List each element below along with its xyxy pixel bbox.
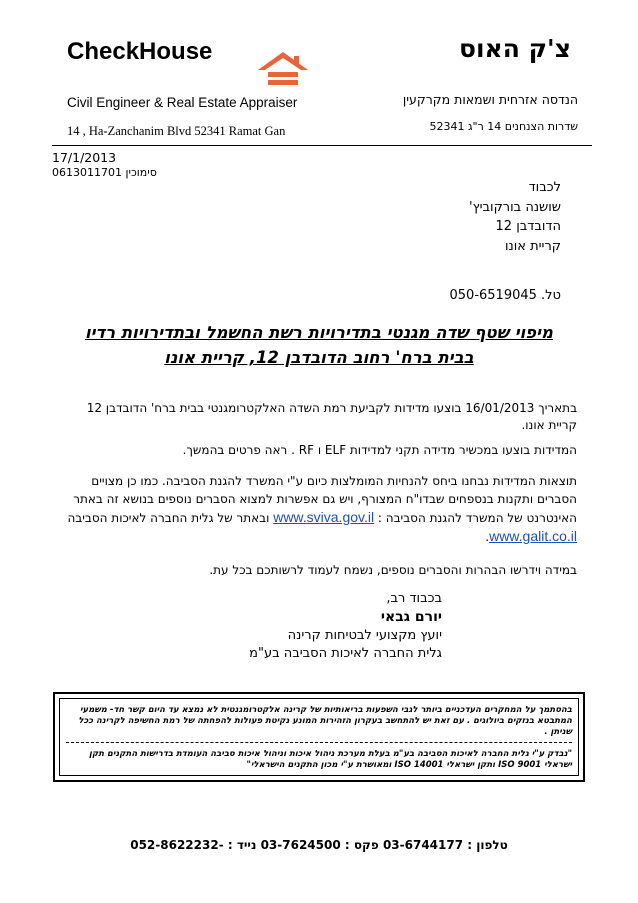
paragraph-3: תוצאות המדידות נבחנו ביחס להנחיות המומלצות כיום ע"י המשרד להגנת הסביבה. כמו כן מצויים הסברים ותקנות בנספחים שבדו"ח המצורף, ויש גם אפשרות למצוא הסברים נוספים בנושא זה באתר האינטרנט של המשרד להגנת הסביבה : www.sviva.gov.il ובאתר של גלית החברה לאיכות הסביבה www.galit.co.il. <box>67 474 577 544</box>
title-line-1: מיפוי שטף שדה מגנטי בתדירויות רשת החשמל ובתדירויות רדיו <box>85 323 553 342</box>
title-line-2: בבית ברח' רחוב הדובדבן 12, קריית אונו <box>164 348 474 367</box>
paragraph-2: המדידות בוצעו במכשיר מדידה תקני למדידות ELF ו RF . ראה פרטים בהמשך. <box>182 443 577 457</box>
reference-number: סימוכין 0613011701 <box>52 166 157 179</box>
house-roof-icon <box>256 50 310 90</box>
address-en: 14 , Ha-Zanchanim Blvd 52341 Ramat Gan <box>67 124 286 138</box>
recipient-line: הדובדבן 12 <box>495 219 561 234</box>
sviva-link[interactable]: www.sviva.gov.il <box>273 509 375 525</box>
galit-link[interactable]: www.galit.co.il <box>489 528 577 544</box>
brand-name-en: CheckHouse <box>67 38 213 65</box>
recipient-phone: טל. 050-6519045 <box>449 288 561 303</box>
brand-name-he: צ'ק האוס <box>458 34 571 63</box>
paragraph-1: בתאריך 16/01/2013 בוצעו מדידות לקביעת רמת השדה האלקטרומגנטי בבית ברח' הדובדבן 12 קריית אונו. <box>86 401 577 432</box>
disclaimer-divider <box>66 742 572 743</box>
address-he: שדרות הצנחנים 14 ר"ג 52341 <box>429 120 578 133</box>
disclaimer-health: בהסתמך על המחקרים העדכניים ביותר לגבי השפעות בריאותיות של קרינה אלקטרומגנטית לא נמצא עד היום קשר חד- משמעי המתבטא בנזקים ביולוגים . עם זאת יש להתחשב בעקרון הזהירות המונע נקיטת פעולות להפחתה של רמת החשיפה לקרינה ככל שניתן . <box>78 705 572 737</box>
recipient-line: לכבוד <box>528 180 561 195</box>
subtitle-en: Civil Engineer & Real Estate Appraiser <box>67 95 298 110</box>
letter-date: 17/1/2013 <box>52 150 117 165</box>
paragraph-3-text: תוצאות המדידות נבחנו ביחס להנחיות המומלצות כיום ע"י המשרד להגנת הסביבה. כמו כן מצויים הסברים ותקנות בנספחים שבדו"ח המצורף, ויש גם אפשרות למצוא הסברים נוספים בנושא זה באתר האינטרנט של המשרד להגנת הסביבה : <box>73 474 577 525</box>
disclaimer-box <box>53 692 585 782</box>
signature-role: יועץ מקצועי לבטיחות קרינה <box>287 628 442 643</box>
signature-name: יורם גבאי <box>380 609 442 625</box>
subtitle-he: הנדסה אזרחית ושמאות מקרקעין <box>402 92 578 107</box>
signature-company: גלית החברה לאיכות הסביבה בע"מ <box>249 646 442 661</box>
letter-title <box>0 320 638 370</box>
paragraph-4: במידה וידרשו הבהרות והסברים נוספים, נשמח לעמוד לרשותכם בכל עת. <box>209 563 577 577</box>
disclaimer-certification: "נבדק ע"י גלית החברה לאיכות הסביבה בע"מ בעלת מערכת ניהול איכות וניהול איכות סביבה העומדת בדרישות התקנים תקן ישראלי ISO 9001 ותקן ישראלי ISO 14001 ומאושרת ע"י מכון התקנים הישראלי" <box>89 749 572 770</box>
signature-greeting: בכבוד רב, <box>386 591 442 606</box>
recipient-block <box>469 178 561 256</box>
recipient-line: שושנה בורקוביץ' <box>469 199 561 215</box>
signature-block <box>249 590 442 663</box>
footer-contacts: טלפון : 03-6744177 פקס : 03-7624500 נייד : -052-8622232 <box>130 838 508 852</box>
paragraph-3-cont: ובאתר של גלית החברה לאיכות הסביבה <box>67 511 270 525</box>
header-divider <box>52 145 592 146</box>
recipient-line: קריית אונו <box>504 238 561 254</box>
